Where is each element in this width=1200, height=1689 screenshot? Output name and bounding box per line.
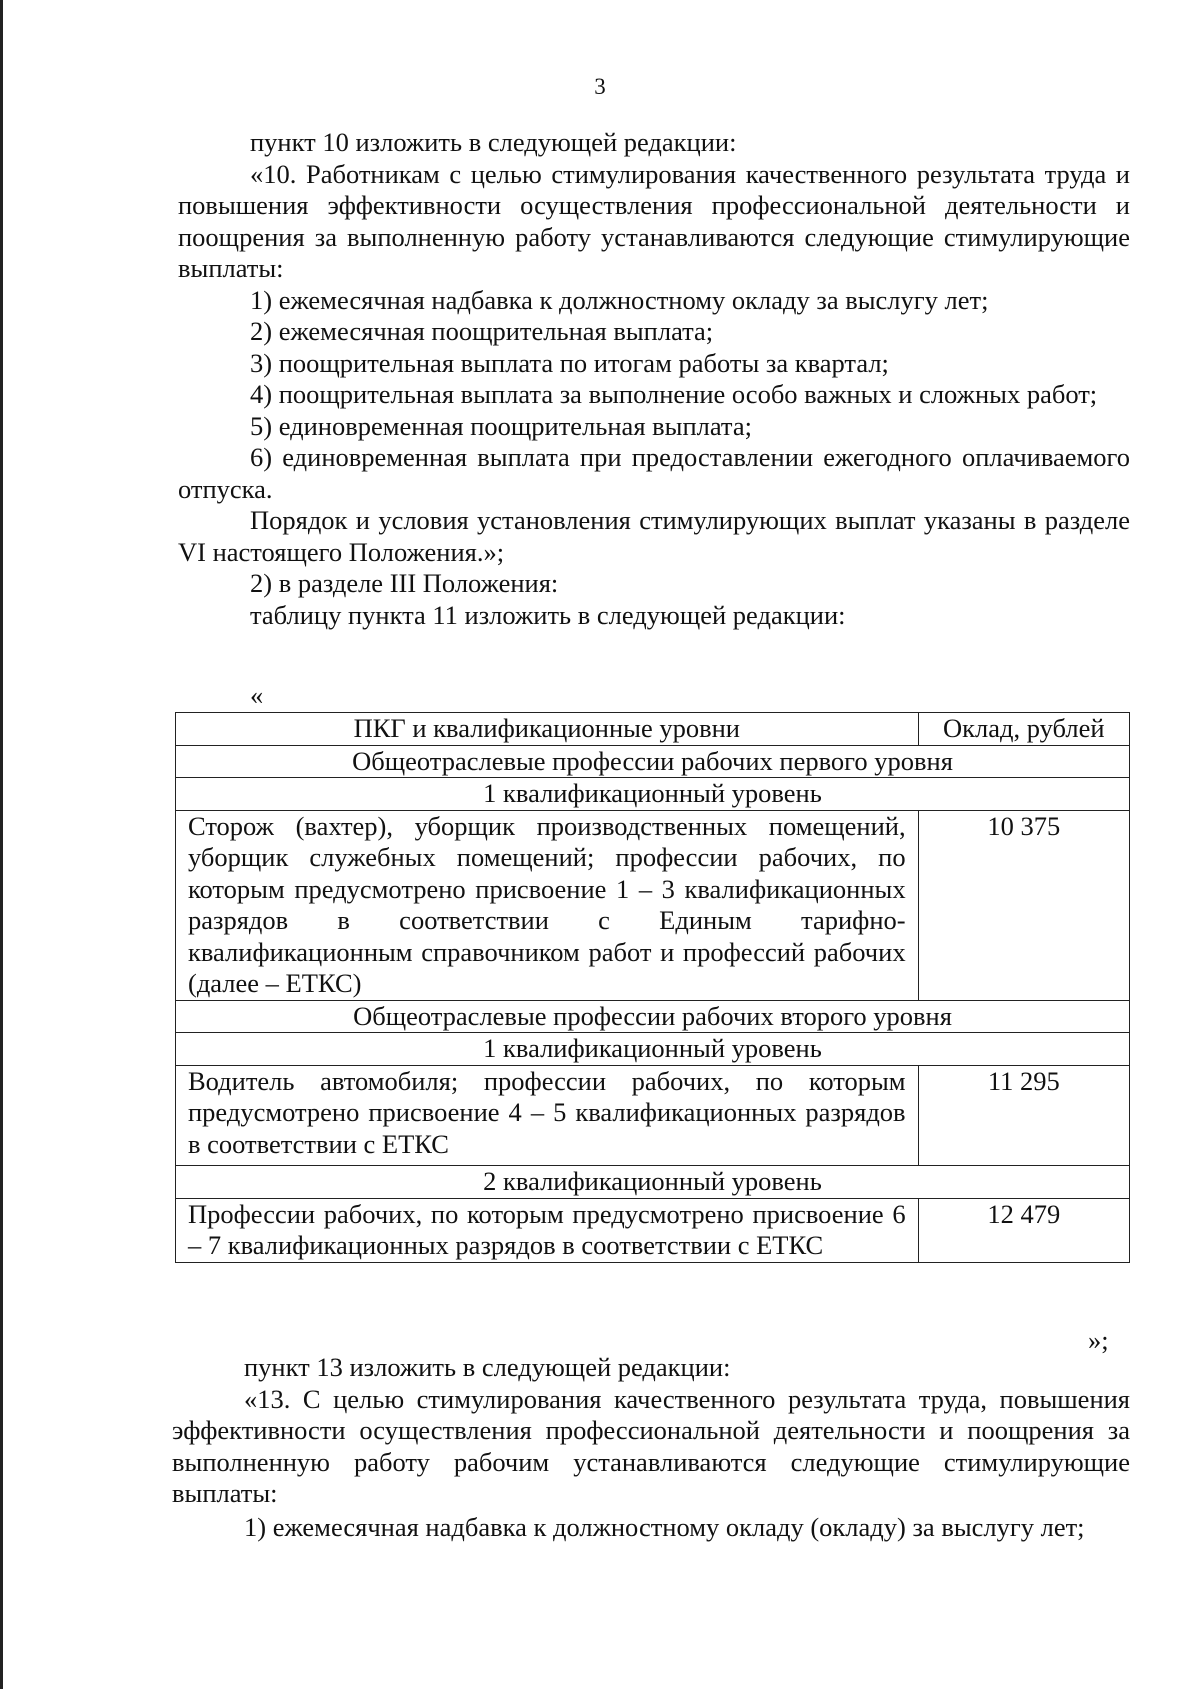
salary-table xyxy=(175,712,1130,1263)
group-2-level-1-title: 1 квалификационный уровень xyxy=(176,1033,1130,1066)
page-number: 3 xyxy=(594,74,606,99)
list-item: 2) ежемесячная поощрительная выплата; xyxy=(250,316,714,346)
paragraph-order-reference: Порядок и условия установления стимулирующих выплат указаны в разделе VI настоящего Положения.»; xyxy=(178,505,1130,567)
table-group-row xyxy=(176,745,1130,778)
list-item: 1) ежемесячная надбавка к должностному окладу за выслугу лет; xyxy=(250,284,989,315)
paragraph-section-3: 2) в разделе III Положения: xyxy=(250,568,559,598)
table-row xyxy=(176,810,1130,1000)
bottom-text-block xyxy=(172,1352,1130,1543)
list-item: 1) ежемесячная надбавка к должностному окладу (окладу) за выслугу лет; xyxy=(244,1511,1085,1542)
paragraph-item-10-text: «10. Работникам с целью стимулирования качественного результата труда и повышения эффективности осуществления профессиональной деятельности и поощрения за выполненную работу устанавливаются следующие стимулирующие выплаты: xyxy=(178,158,1130,283)
group-1-level-1-title: 1 квалификационный уровень xyxy=(176,778,1130,811)
table-close-quote: »; xyxy=(1088,1325,1109,1355)
group-1-level-1-salary: 10 375 xyxy=(918,810,1129,1000)
list-item: 3) поощрительная выплата по итогам работы за квартал; xyxy=(250,347,889,378)
group-2-level-1-salary: 11 295 xyxy=(918,1065,1129,1166)
group-2-level-2-title: 2 квалификационный уровень xyxy=(176,1166,1130,1199)
group-2-level-1-description: Водитель автомобиля; профессии рабочих, по которым предусмотрено присвоение 4 – 5 квалификационных разрядов в соответствии с ЕТКС xyxy=(176,1065,919,1166)
top-text-block xyxy=(178,127,1130,631)
table-group-row xyxy=(176,1000,1130,1033)
table-open-quote: « xyxy=(250,680,264,710)
list-item: 6) единовременная выплата при предоставлении ежегодного оплачиваемого отпуска. xyxy=(178,442,1130,504)
group-2-level-2-description: Профессии рабочих, по которым предусмотрено присвоение 6 – 7 квалификационных разрядов в соответствии с ЕТКС xyxy=(176,1198,919,1262)
paragraph-item-10-intro: пункт 10 изложить в следующей редакции: xyxy=(250,127,737,157)
table-level-row xyxy=(176,1166,1130,1199)
table-row xyxy=(176,1065,1130,1166)
paragraph-table-intro: таблицу пункта 11 изложить в следующей редакции: xyxy=(250,599,846,630)
header-name-cell: ПКГ и квалификационные уровни xyxy=(176,713,919,746)
paragraph-item-13-text: «13. С целью стимулирования качественного результата труда, повышения эффективности осуществления профессиональной деятельности и поощрения за выполненную работу рабочим устанавливаются следующие стимулирующие выплаты: xyxy=(172,1383,1130,1508)
table-level-row xyxy=(176,778,1130,811)
group-1-level-1-description: Сторож (вахтер), уборщик производственных помещений, уборщик служебных помещений; профессии рабочих, по которым предусмотрено присвоение 1 – 3 квалификационных разрядов в соответствии с Единым тарифно-квалификационным справочником работ и профессий рабочих (далее – ЕТКС) xyxy=(176,810,919,1000)
table-header-row xyxy=(176,713,1130,746)
paragraph-item-13-intro: пункт 13 изложить в следующей редакции: xyxy=(244,1352,731,1382)
group-1-title: Общеотраслевые профессии рабочих первого уровня xyxy=(176,745,1130,778)
page-left-edge xyxy=(0,0,3,1689)
list-item: 4) поощрительная выплата за выполнение особо важных и сложных работ; xyxy=(250,379,1098,409)
group-2-level-2-salary: 12 479 xyxy=(918,1198,1129,1262)
list-item: 5) единовременная поощрительная выплата; xyxy=(250,410,752,441)
group-2-title: Общеотраслевые профессии рабочих второго уровня xyxy=(176,1000,1130,1033)
table-level-row xyxy=(176,1033,1130,1066)
table-row xyxy=(176,1198,1130,1262)
header-salary-cell: Оклад, рублей xyxy=(918,713,1129,746)
